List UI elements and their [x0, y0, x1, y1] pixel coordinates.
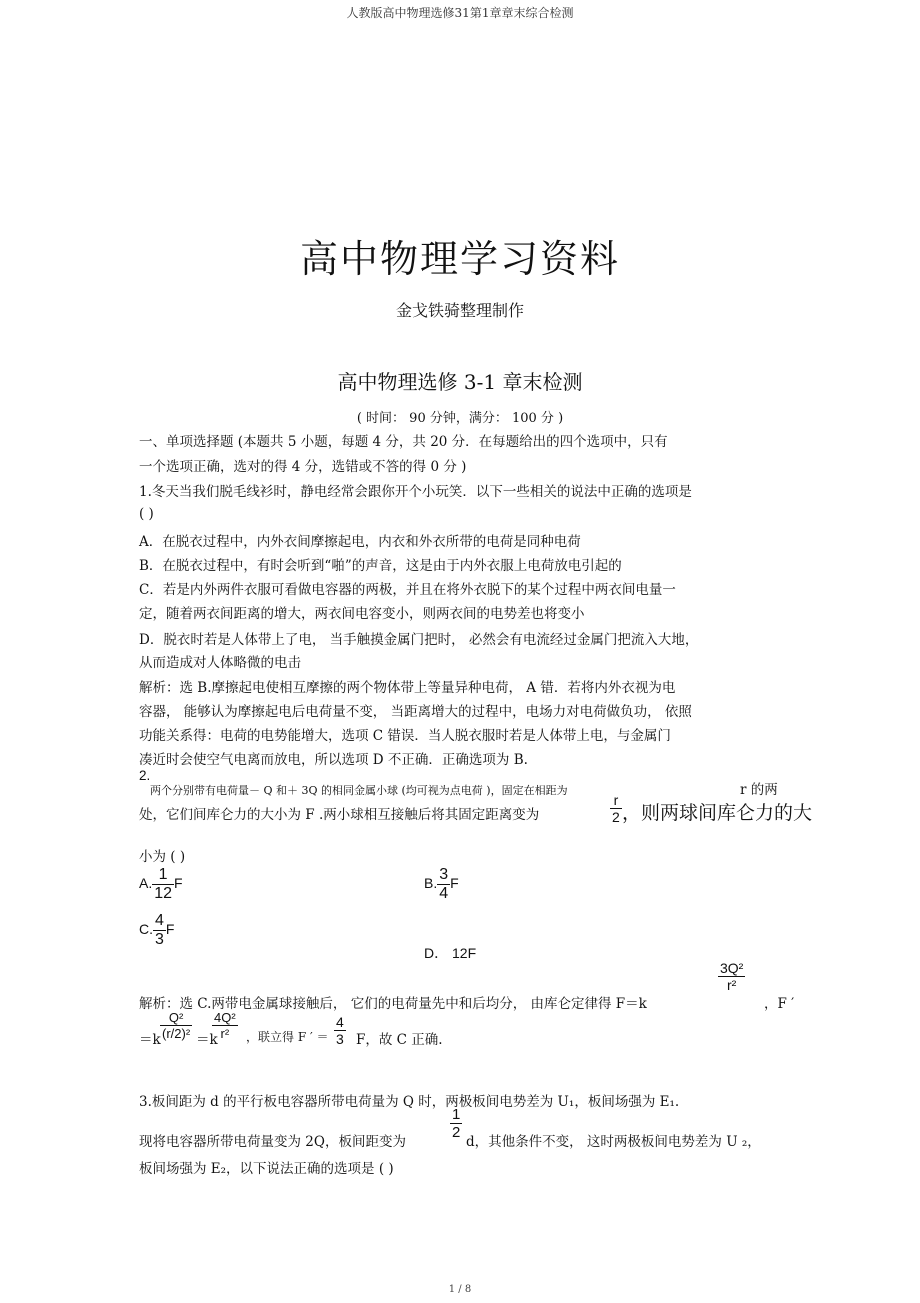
fraction-numerator: 1	[152, 866, 174, 885]
q2-stem-line2: 处，它们间库仑力的大小为 F .两小球相互接触后将其固定距离变为	[139, 807, 540, 823]
exam-title: 高中物理选修 3-1 章末检测	[337, 370, 583, 394]
q2-option-d: D． 12F	[424, 945, 477, 961]
q1-analysis-line1: 解析：选 B.摩擦起电使相互摩擦的两个物体带上等量异种电荷， A 错．若将内外衣视为电	[139, 680, 676, 696]
q2-stem-line2-tail: ，则两球间库仑力的大	[622, 802, 813, 824]
fraction-denominator: r²	[727, 977, 737, 993]
q2-analysis-line2-mid: ＝k	[196, 1032, 218, 1048]
q2-analysis-fraction1	[718, 960, 745, 993]
fraction-numerator: 4Q²	[214, 1010, 236, 1025]
option-label: A.	[139, 875, 153, 892]
fraction-denominator: 2	[452, 1124, 461, 1141]
q2-analysis-line2-join: ，联立得 F ′ ＝	[246, 1030, 329, 1044]
q1-option-a: A．在脱衣过程中，内外衣间摩擦起电，内衣和外衣所带的电荷是同种电荷	[139, 534, 581, 550]
q2-analysis-fraction4	[334, 1014, 346, 1047]
q1-option-d-line2: 从而造成对人体略微的电击	[139, 655, 301, 671]
fraction-numerator: 1	[452, 1106, 461, 1123]
q2-stem-line1: 两个分别带有电荷量－ Q 和＋ 3Q 的相同金属小球 (均可视为点电荷 )，固定在相距为	[150, 784, 568, 797]
q1-analysis-line4: 凑近时会使空气电离而放电，所以选项 D 不正确．正确选项为 B.	[139, 752, 528, 768]
q1-answer-paren: ( )	[139, 506, 154, 522]
q2-stem-line3: 小为 ( )	[139, 849, 186, 865]
q3-stem-line2-start: 现将电容器所带电荷量变为 2Q，板间距变为	[139, 1134, 406, 1150]
option-label: B.	[424, 875, 438, 892]
q2-analysis-line2-tail: F，故 C 正确.	[356, 1032, 443, 1048]
option-label: C.	[139, 921, 153, 938]
fraction-denominator: 4	[439, 885, 449, 902]
option-unit: F	[450, 875, 459, 892]
section-instructions-line2: 一个选项正确，选对的得 4 分，选错或不答的得 0 分 )	[139, 459, 467, 475]
fraction-denominator: 2	[612, 809, 620, 825]
q3-stem-line2-end: d，其他条件不变， 这时两极板间电势差为 U ₂，	[466, 1134, 761, 1150]
q1-option-b: B．在脱衣过程中，有时会听到“啪”的声音，这是由于内外衣服上电荷放电引起的	[139, 558, 622, 574]
section-instructions-line1: 一、单项选择题 (本题共 5 小题，每题 4 分，共 20 分．在每题给出的四个选项中，只有	[139, 434, 668, 450]
q3-fraction-half	[450, 1106, 462, 1141]
page-number: 1 / 8	[448, 1284, 472, 1295]
q2-analysis-line1-tail: ，F ′	[764, 996, 795, 1012]
q2-number: 2.	[139, 768, 151, 783]
q2-analysis-fraction2	[160, 1010, 192, 1041]
q2-option-c	[139, 912, 174, 949]
fraction-numerator: 3	[439, 866, 449, 883]
q2-analysis-fraction3	[212, 1010, 238, 1041]
q2-stem-line1-end: r 的两	[740, 782, 778, 798]
fraction-denominator: (r/2)²	[162, 1026, 191, 1041]
q2-analysis-line2-lead: ＝k	[139, 1032, 161, 1048]
q1-analysis-line2: 容器， 能够认为摩擦起电后电荷量不变， 当距离增大的过程中，电场力对电荷做负功， 依照	[139, 704, 692, 720]
q1-option-c-line2: 定，随着两衣间距离的增大，两衣间电容变小，则两衣间的电势差也将变小	[139, 606, 585, 622]
fraction-numerator: Q²	[160, 1010, 192, 1026]
option-unit: F	[165, 921, 175, 938]
exam-info: ( 时间： 90 分钟，满分： 100 分 )	[356, 411, 564, 426]
fraction-numerator: 4	[336, 1014, 344, 1030]
fraction-denominator: 3	[155, 931, 164, 948]
fraction-denominator: r²	[220, 1026, 230, 1041]
fraction-numerator: 3Q²	[720, 960, 744, 976]
page-title: 高中物理学习资料	[299, 237, 620, 281]
fraction-numerator: r	[610, 792, 622, 809]
q2-analysis-line1: 解析：选 C.两带电金属球接触后， 它们的电荷量先中和后均分， 由库仑定律得 F＝k	[139, 996, 647, 1012]
q1-option-d-line1: D．脱衣时若是人体带上了电， 当手触摸金属门把时， 必然会有电流经过金属门把流入大地，	[139, 632, 699, 648]
page-header: 人教版高中物理选修31第1章章末综合检测	[346, 6, 574, 20]
q2-option-b	[424, 866, 459, 903]
page-subtitle: 金戈铁骑整理制作	[395, 301, 524, 320]
q2-fraction-r-half	[610, 792, 622, 825]
fraction-numerator: 4	[155, 912, 164, 929]
q1-stem: 1.冬天当我们脱毛线衫时，静电经常会跟你开个小玩笑．以下一些相关的说法中正确的选项是	[139, 484, 692, 500]
q1-option-c-line1: C．若是内外两件衣服可看做电容器的两极，并且在将外衣脱下的某个过程中两衣间电量一	[139, 582, 676, 598]
q2-option-a	[139, 866, 183, 903]
fraction-denominator: 12	[154, 885, 173, 902]
fraction-denominator: 3	[336, 1031, 344, 1047]
q3-stem-line3: 板间场强为 E₂，以下说法正确的选项是 ( )	[139, 1161, 394, 1177]
q1-analysis-line3: 功能关系得：电荷的电势能增大，选项 C 错误．当人脱衣服时若是人体带上电，与金属门	[139, 728, 671, 744]
option-unit: F	[174, 875, 183, 892]
q3-stem-line1: 3.板间距为 d 的平行板电容器所带电荷量为 Q 时，两极板间电势差为 U₁，板间场强为 E₁.	[139, 1094, 680, 1110]
